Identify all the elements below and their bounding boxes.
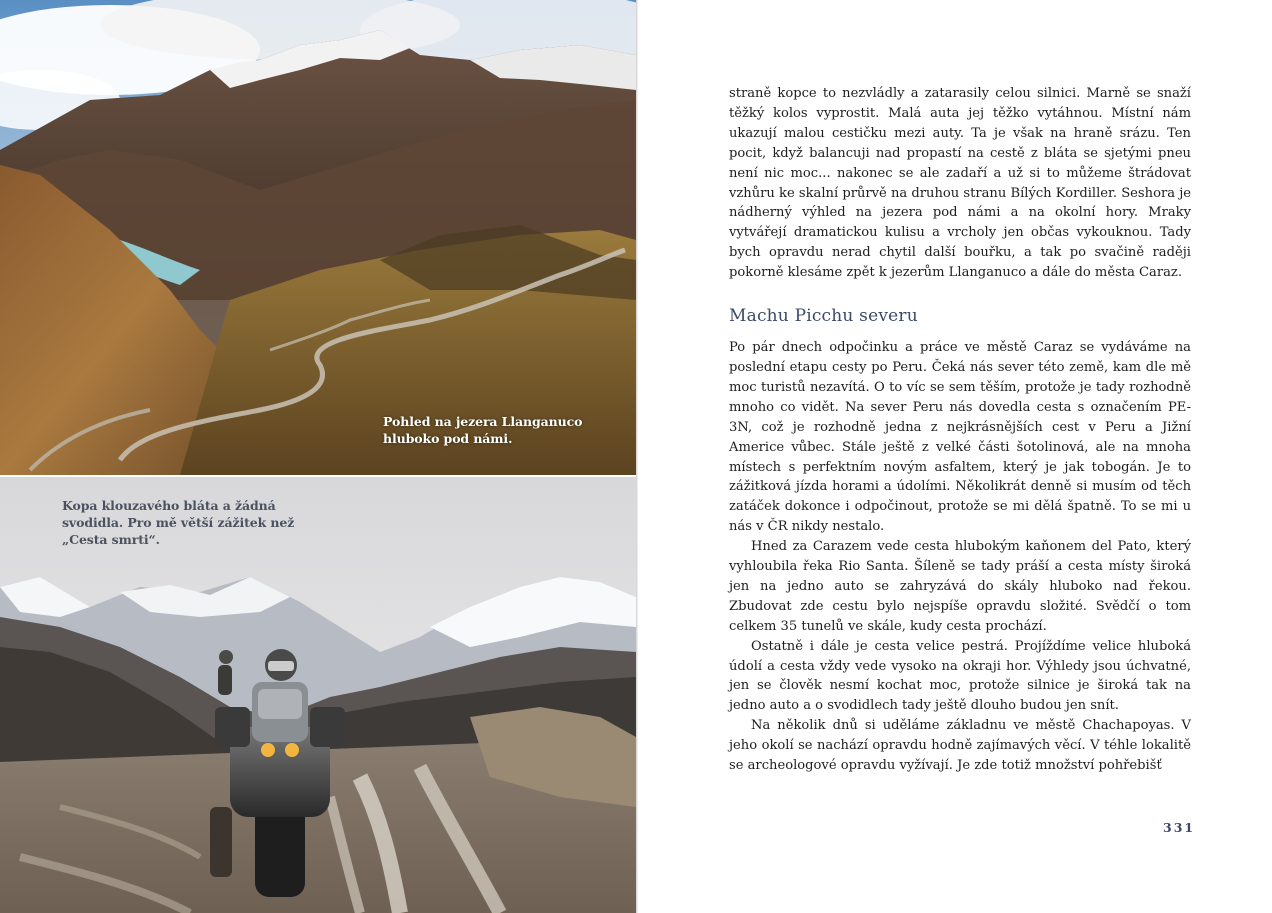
top-photo — [0, 0, 636, 475]
right-page — [638, 0, 1272, 913]
section-heading: Machu Picchu severu — [729, 306, 918, 327]
paragraph-3: Hned za Carazem vede cesta hlubokým kaňonem del Pato, který vyhloubila řeka Rio Santa. Šíleně se tady práší a cesta místy široká jen na jedno auto se zahryzává do skály hluboko nad řekou. Zbudovat zde cestu bylo nejspíše opravdu složité. Svědčí o tom celkem 35 tunelů ve skále, kudy cesta prochází. — [729, 539, 1191, 634]
paragraph-4: Ostatně i dále je cesta velice pestrá. Projíždíme velice hluboká údolí a cesta vždy vede vysoko na okraji hor. Výhledy jsou úchvatné, jen se člověk nesmí kochat moc, protože silnice je široká tak na jedno auto a o svodidlech tady ještě dlouho budou jen snít. — [729, 638, 1191, 714]
paragraph-2: Po pár dnech odpočinku a práce ve městě Caraz se vydáváme na poslední etapu cesty po Peru. Čeká nás sever této země, kam dle mě moc turistů nezavítá. O to víc se sem těším, protože je tady rozhodně mnoho co vidět. Na sever Peru nás dovedla cesta s označením PE-3N, což je rozhodně jedna z nejkrásnějších cest v Peru a Jižní Americe vůbec. Stále ještě z velké části šotolinová, ale na mnoha místech s perfektním novým asfaltem, který je jak tobogán. Je to zážitková jízda horami a údolími. Několikrát denně si musím od těch zatáček dokonce i odpočinout, protože se mi dělá špatně. To se mi u nás v ČR nikdy nestalo. — [729, 340, 1191, 535]
body-text — [729, 84, 1191, 776]
paragraph-1: straně kopce to nezvládly a zatarasily celou silnici. Marně se snaží těžký kolos vyprostit. Malá auta jej těžko vytáhnou. Místní nám ukazují malou cestičku mezi auty. Ta je však na hraně srázu. Ten pocit, když balancuji nad propastí na cestě z bláta se sjetými pneu není nic moc... nakonec se ale zadaří a už si to můžeme štrádovat vzhůru ke skalní průrvě na druhou stranu Bílých Kordiller. Seshora je nádherný výhled na jezera pod námi a na okolní hory. Mraky vytvářejí dramatickou kulisu a vrcholy jen občas vykouknou. Tady bych opravdu nerad chytil další bouřku, a tak po svačině raději pokorně klesáme zpět k jezerům Llanganuco a dále do města Caraz. — [729, 86, 1191, 281]
page-number: 331 — [1163, 820, 1196, 835]
paragraph-5: Na několik dnů si uděláme základnu ve městě Chachapoyas. V jeho okolí se nachází opravdu hodně zajímavých věcí. V téhle lokalitě se archeologové opravdu vyžívají. Je zde totiž množství pohřebišť — [729, 718, 1191, 774]
bottom-photo — [0, 477, 636, 913]
top-photo-caption: Pohled na jezera Llanganuco hluboko pod námi. — [383, 414, 583, 446]
bottom-photo-caption: Kopa klouzavého bláta a žádná svodidla. Pro mě větší zážitek než „Cesta smrti“. — [62, 498, 295, 547]
